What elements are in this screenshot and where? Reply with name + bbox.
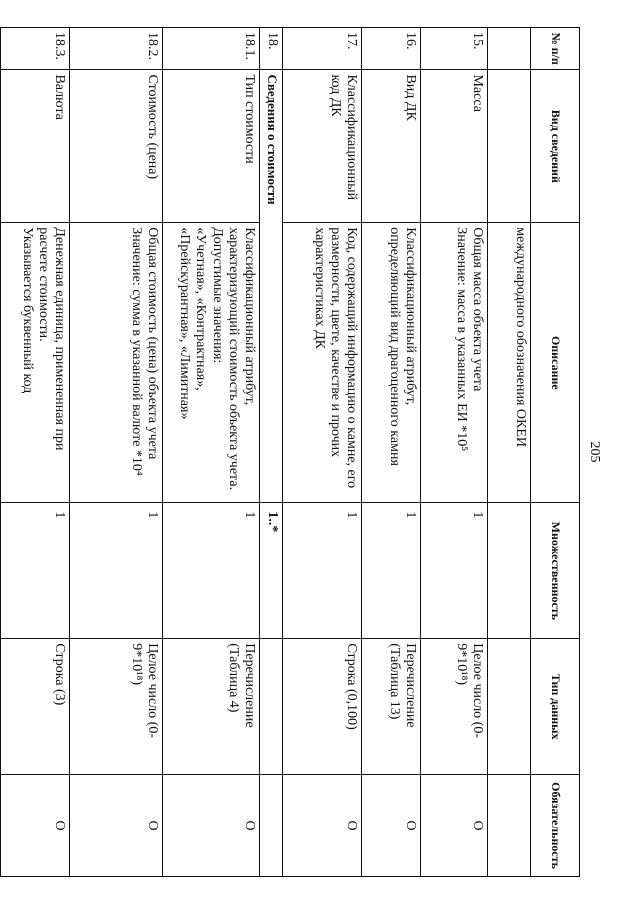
cell-num: 18.1.: [163, 28, 260, 70]
cell-required: [488, 775, 531, 877]
cell-multiplicity: 1..*: [260, 503, 283, 639]
header-kind: Вид сведений: [531, 70, 580, 223]
cell-num: 18.2.: [70, 28, 163, 70]
cell-multiplicity: 1: [362, 503, 421, 639]
cell-description: Классификационный атрибут, характеризующий стоимость объекта учета. Допустимые значения: «Учетная», «Контрактная», «Прейскурантная», «Лимитная»: [163, 223, 260, 503]
page-number: 205: [587, 441, 602, 463]
cell-num: 17.: [283, 28, 362, 70]
table-header-row: [531, 28, 580, 877]
cell-num: 16.: [362, 28, 421, 70]
table-row: [1, 28, 70, 877]
cell-num: 18.: [260, 28, 283, 70]
cell-required: О: [1, 775, 70, 877]
cell-kind: Валюта: [1, 70, 70, 223]
cell-data-type: Перечисление (Таблица 4): [163, 639, 260, 775]
header-data-type: Тип данных: [531, 639, 580, 775]
header-required: Обязательность: [531, 775, 580, 877]
cell-description: Денежная единица, примененная при расчете стоимости. Указывается буквенный код: [1, 223, 70, 503]
cell-data-type: [260, 639, 283, 775]
cell-required: О: [283, 775, 362, 877]
rotated-table-container: [19, 27, 580, 877]
cell-description: Общая масса объекта учета Значение: масса в указанных ЕИ *10⁵: [421, 223, 488, 503]
table-row: [362, 28, 421, 877]
section-title: Сведения о стоимости: [260, 70, 283, 503]
table-row: [70, 28, 163, 877]
table-row: [421, 28, 488, 877]
cell-required: [260, 775, 283, 877]
cell-multiplicity: 1: [70, 503, 163, 639]
cell-data-type: Целое число (0-9*10¹⁸): [421, 639, 488, 775]
cell-multiplicity: 1: [283, 503, 362, 639]
cell-data-type: Целое число (0-9*10¹⁸): [70, 639, 163, 775]
table-row: [488, 28, 531, 877]
cell-description: международного обозначения ОКЕИ: [488, 223, 531, 503]
cell-kind: Масса: [421, 70, 488, 223]
cell-required: О: [163, 775, 260, 877]
cell-kind: Стоимость (цена): [70, 70, 163, 223]
cell-description: Код, содержащий информацию о камне, его размерности, цвете, качестве и прочих характеристиках ДК: [283, 223, 362, 503]
cell-description: Классификационный атрибут, определяющий вид драгоценного камня: [362, 223, 421, 503]
table-section-row: [260, 28, 283, 877]
cell-multiplicity: [488, 503, 531, 639]
header-num: № п/п: [531, 28, 580, 70]
cell-data-type: Строка (3): [1, 639, 70, 775]
cell-required: О: [362, 775, 421, 877]
data-table: [0, 27, 580, 877]
cell-required: О: [421, 775, 488, 877]
cell-multiplicity: 1: [421, 503, 488, 639]
cell-data-type: [488, 639, 531, 775]
cell-num: 15.: [421, 28, 488, 70]
cell-data-type: Перечисление (Таблица 13): [362, 639, 421, 775]
cell-multiplicity: 1: [163, 503, 260, 639]
cell-description: Общая стоимость (цена) объекта учета Значение: сумма в указанной валюте *10⁴: [70, 223, 163, 503]
cell-kind: [488, 70, 531, 223]
cell-num: 18.3.: [1, 28, 70, 70]
table-row: [163, 28, 260, 877]
cell-kind: Тип стоимости: [163, 70, 260, 223]
cell-num: [488, 28, 531, 70]
cell-multiplicity: 1: [1, 503, 70, 639]
cell-kind: Классификационный код ДК: [283, 70, 362, 223]
header-description: Описание: [531, 223, 580, 503]
header-multiplicity: Множественность: [531, 503, 580, 639]
cell-data-type: Строка (0,100): [283, 639, 362, 775]
cell-required: О: [70, 775, 163, 877]
table-row: [283, 28, 362, 877]
cell-kind: Вид ДК: [362, 70, 421, 223]
